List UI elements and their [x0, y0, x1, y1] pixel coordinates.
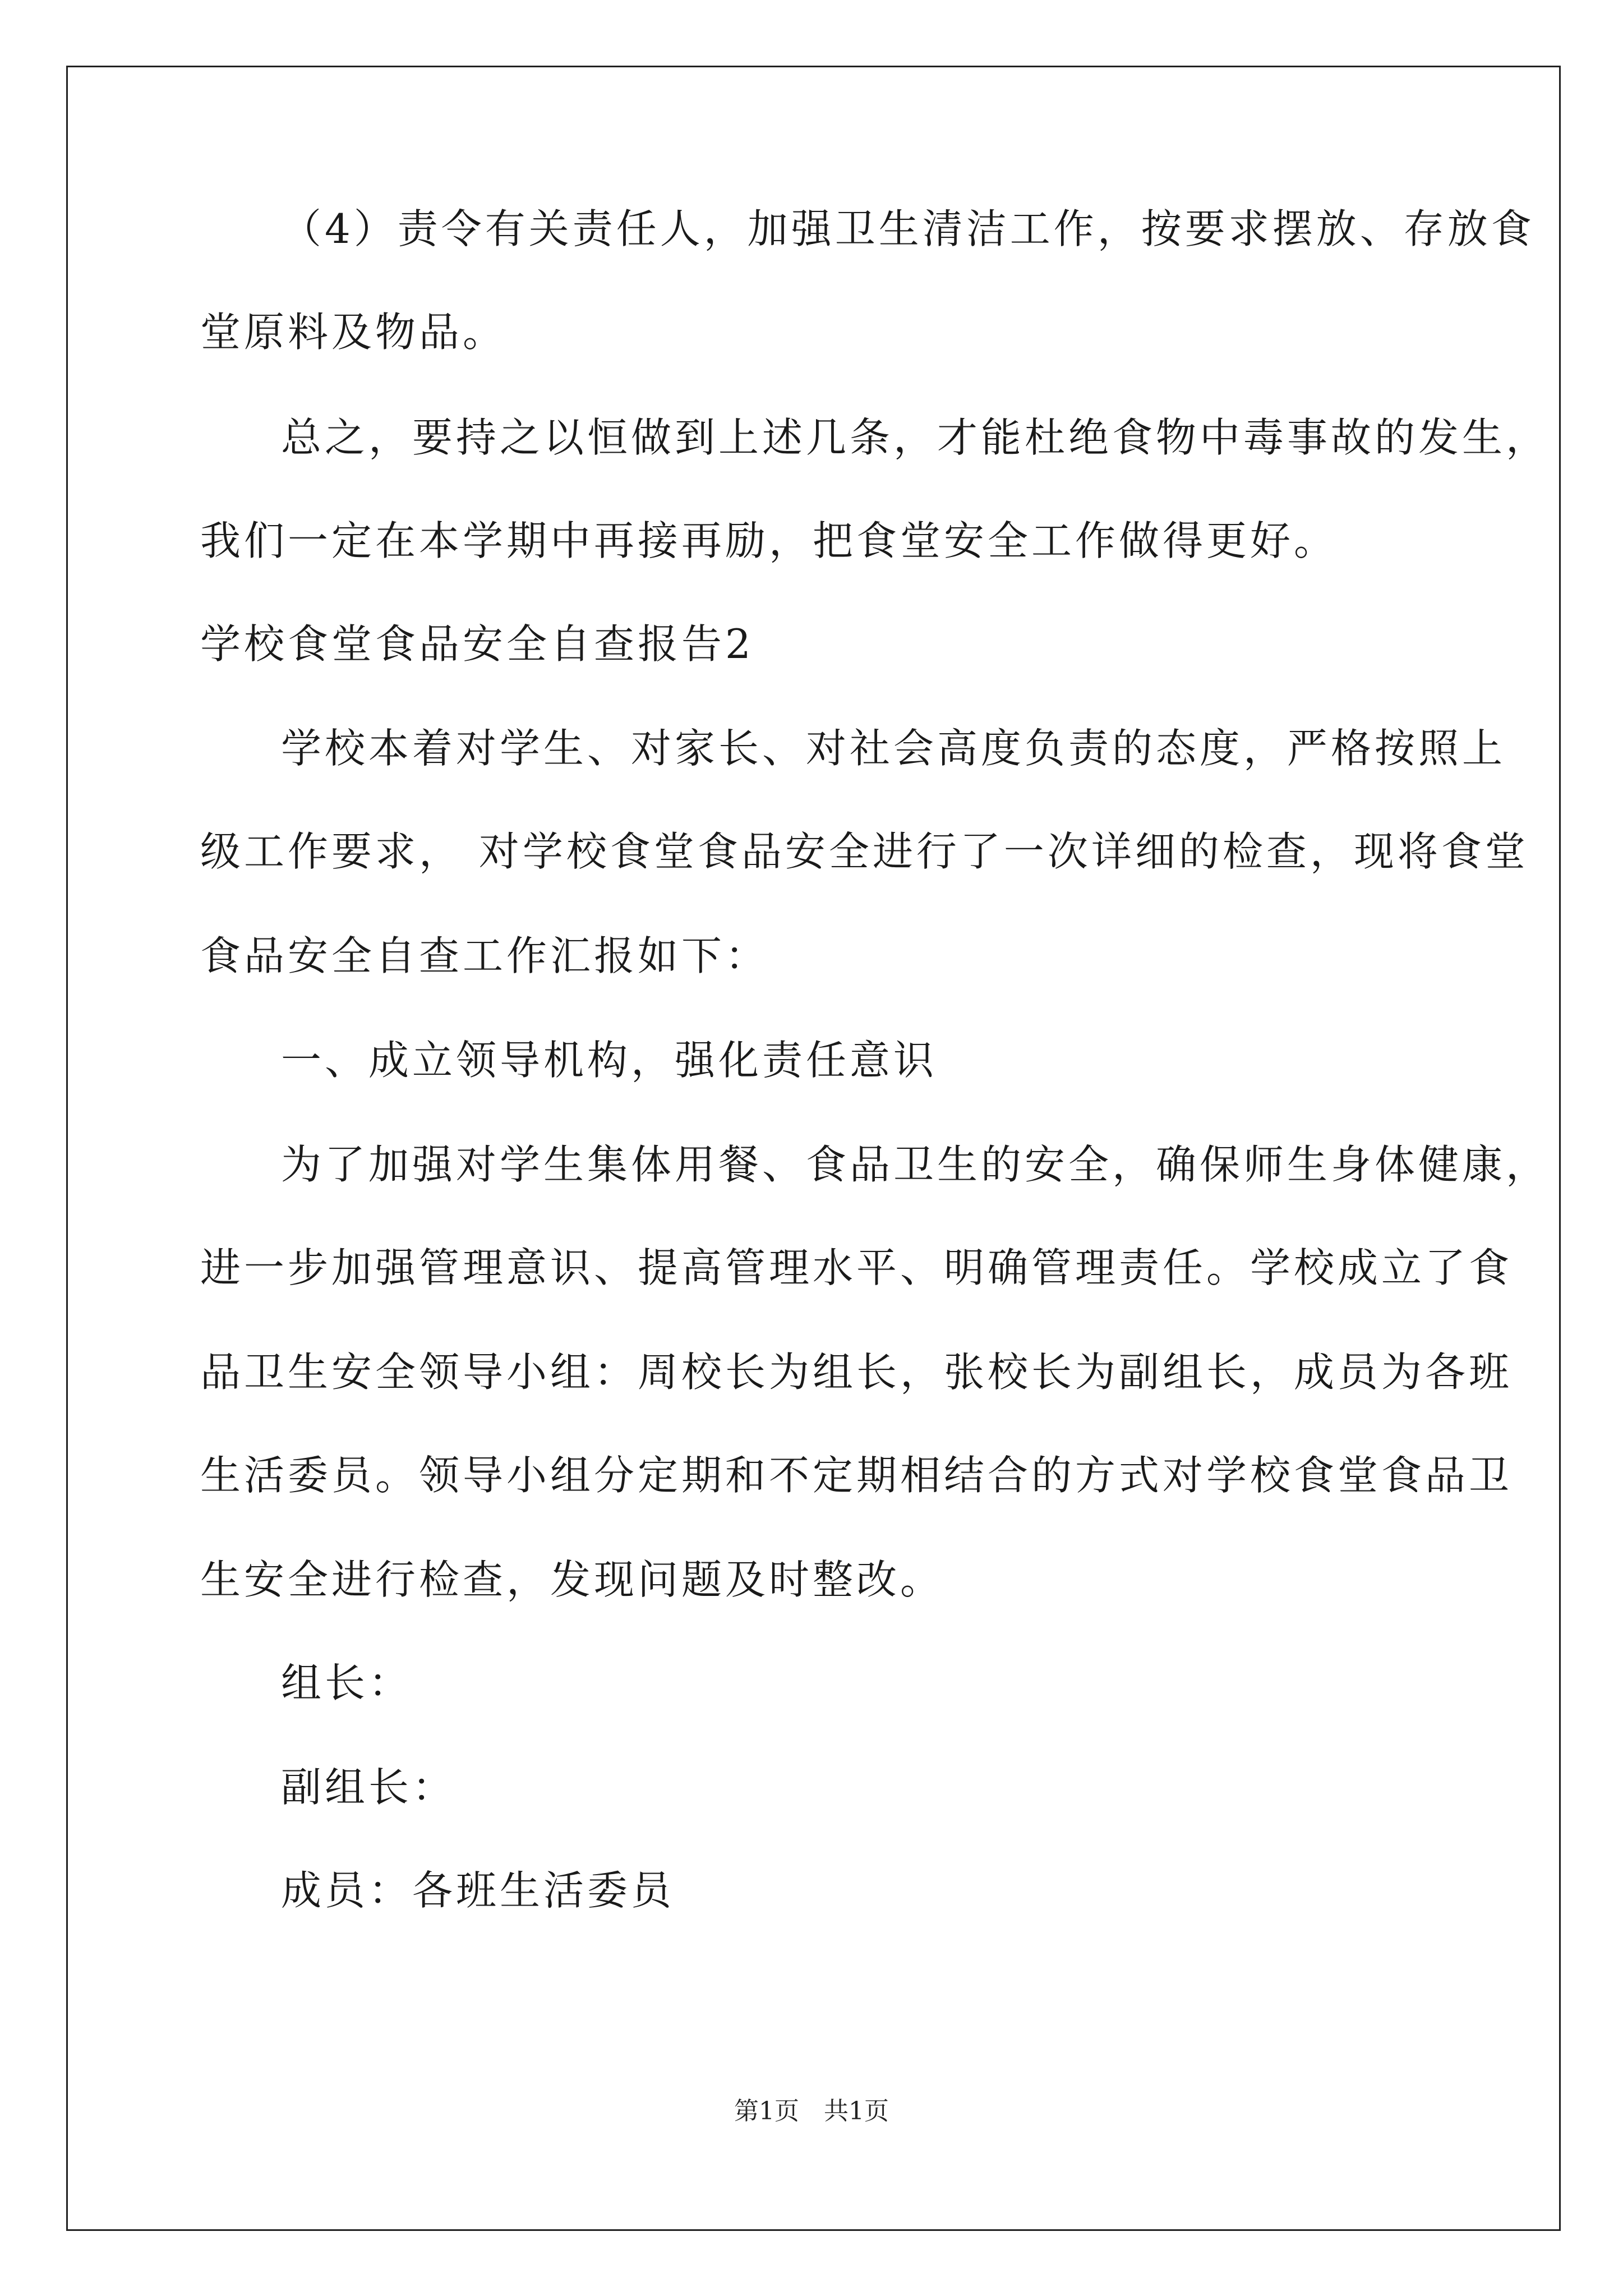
paragraph-line: 我们一定在本学期中再接再励，把食堂安全工作做得更好。 — [200, 517, 1338, 564]
page-total: 共1页 — [824, 2097, 889, 2125]
paragraph-line: 为了加强对学生集体用餐、食品卫生的安全，确保师生身体健康， — [281, 1141, 1550, 1188]
paragraph-line: 品卫生安全领导小组：周校长为组长，张校长为副组长，成员为各班 — [200, 1349, 1513, 1396]
deputy-leader-label: 副组长： — [281, 1764, 457, 1811]
group-leader-label: 组长： — [281, 1659, 413, 1706]
paragraph-line: 学校本着对学生、对家长、对社会高度负责的态度，严格按照上 — [281, 725, 1506, 772]
paragraph-line: 食品安全自查工作汇报如下： — [200, 932, 769, 979]
paragraph-line: 总之，要持之以恒做到上述几条，才能杜绝食物中毒事故的发生， — [281, 414, 1550, 461]
page-number: 第1页 — [734, 2097, 799, 2125]
paragraph-line: 生活委员。领导小组分定期和不定期相结合的方式对学校食堂食品卫 — [200, 1452, 1513, 1499]
section-heading: 学校食堂食品安全自查报告2 — [200, 620, 754, 668]
paragraph-line: （4）责令有关责任人，加强卫生清洁工作，按要求摆放、存放食 — [281, 205, 1535, 252]
paragraph-line: 生安全进行检查，发现问题及时整改。 — [200, 1556, 944, 1603]
page-footer — [0, 2096, 1623, 2127]
members-label: 成员：各班生活委员 — [281, 1867, 675, 1914]
subsection-heading: 一、成立领导机构，强化责任意识 — [281, 1037, 938, 1084]
paragraph-line: 堂原料及物品。 — [200, 309, 507, 356]
paragraph-line: 级工作要求， 对学校食堂食品安全进行了一次详细的检查，现将食堂 — [200, 828, 1529, 875]
paragraph-line: 进一步加强管理意识、提高管理水平、明确管理责任。学校成立了食 — [200, 1244, 1513, 1291]
